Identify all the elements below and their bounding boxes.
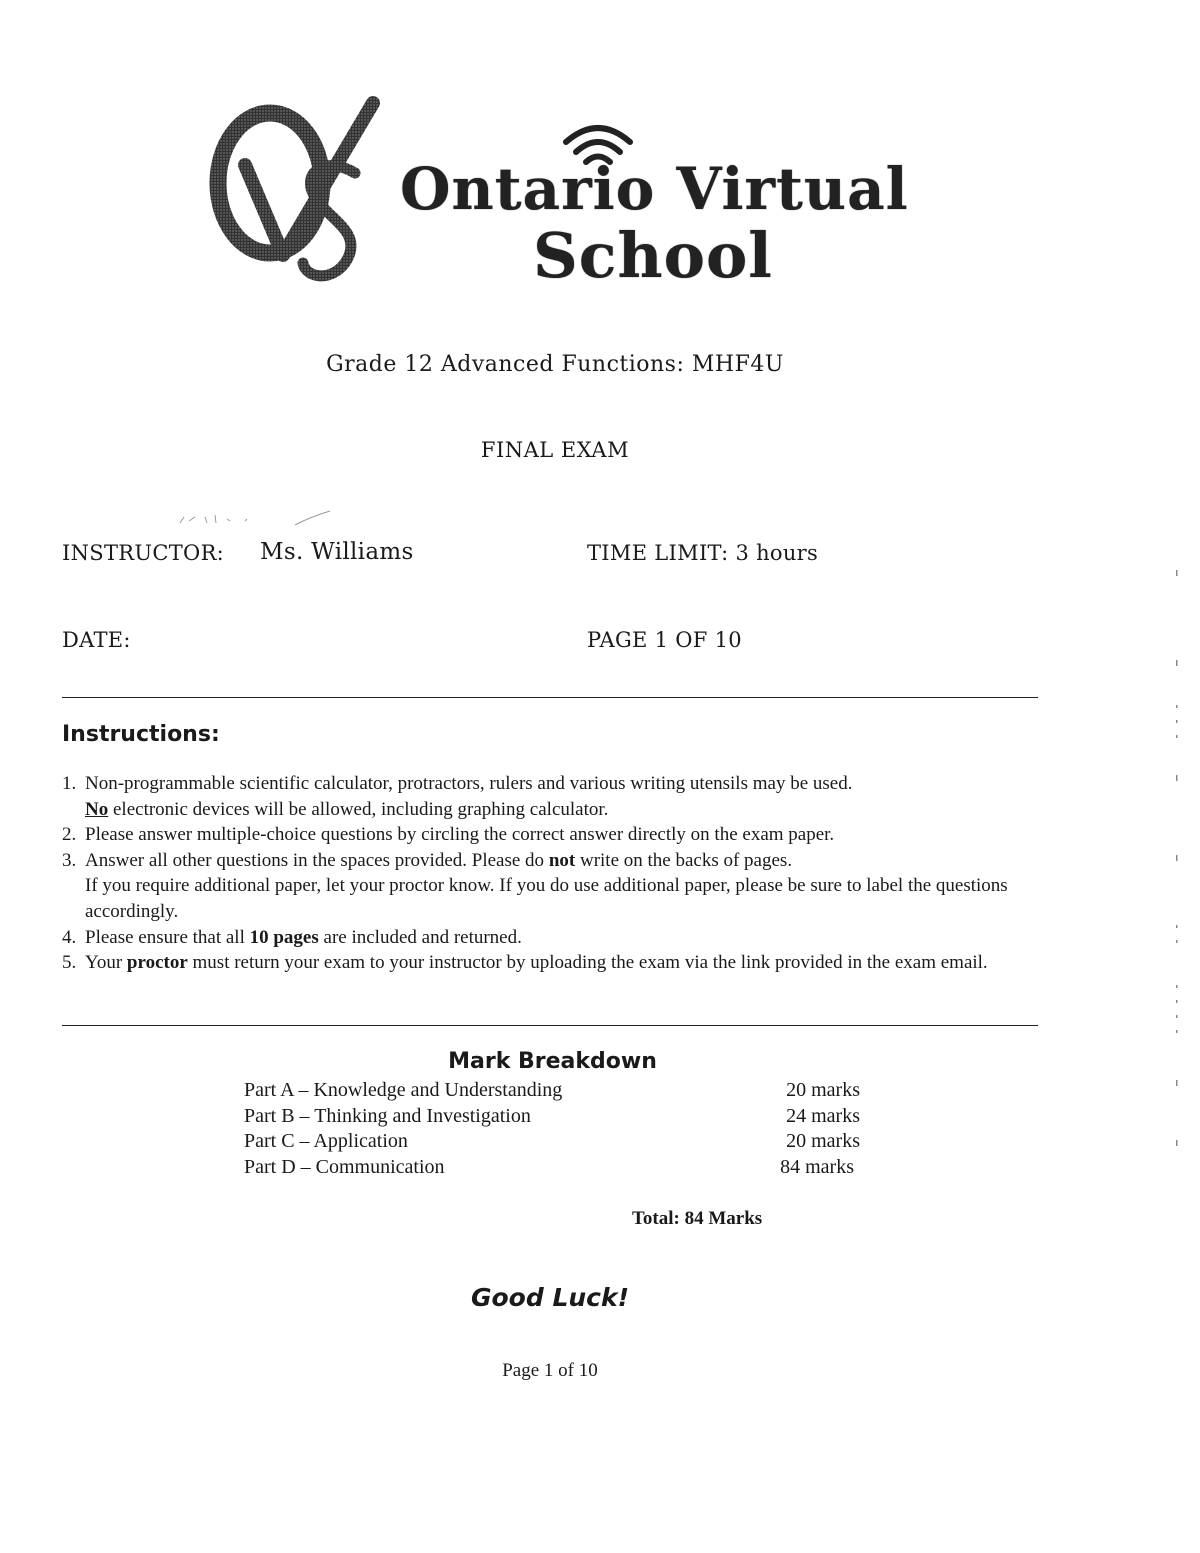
instruction-item: 1. Non-programmable scientific calculator, protractors, rulers and various writing utensils may be used. No electronic devices will be allowed, including graphing calculator. [62,773,853,820]
mark-row: Part D – Communication 84 marks [244,1155,854,1178]
mark-row: Part B – Thinking and Investigation 24 marks [244,1104,860,1127]
page-footer: Page 1 of 10 [502,1360,598,1381]
divider-bottom [62,1025,1038,1026]
instruction-item: 2. Please answer multiple-choice questions by circling the correct answer directly on the exam paper. [62,824,835,846]
mark-breakdown-heading: Mark Breakdown [448,1049,657,1074]
logo-name-line1: Ontario Virtual [400,155,909,223]
instructor-name: Ms. Williams [260,539,414,565]
course-title: Grade 12 Advanced Functions: MHF4U [326,352,784,377]
instructions-list [62,771,1042,976]
time-limit: TIME LIMIT: 3 hours [587,541,819,565]
page-count-label: PAGE 1 OF 10 [587,628,742,652]
instructions-heading: Instructions: [62,722,220,747]
instruction-item: 3. Answer all other questions in the spaces provided. Please do not write on the backs of pages. If you require additional paper, let your proctor know. If you do use additional paper, please be sure to label the questions accordingly. [62,849,1008,922]
logo-name-line2: School [533,219,773,292]
pencil-scribble-mark [175,505,335,529]
mark-breakdown-table [244,1079,864,1181]
divider-top [62,697,1038,698]
ovs-monogram-icon [205,95,380,285]
good-luck-message: Good Luck! [470,1283,630,1312]
instruction-item: 5. Your proctor must return your exam to your instructor by uploading the exam via the link provided in the exam email. [62,952,988,974]
instructor-label: INSTRUCTOR: [62,541,225,565]
exam-title: FINAL EXAM [480,438,630,462]
mark-row: Part A – Knowledge and Understanding 20 marks [244,1079,860,1101]
scan-edge-marks [1168,560,1188,1260]
date-label: DATE: [62,628,131,652]
total-marks: Total: 84 Marks [632,1208,763,1229]
instruction-item: 4. Please ensure that all 10 pages are included and returned. [62,926,522,948]
mark-row: Part C – Application 20 marks [244,1130,860,1152]
